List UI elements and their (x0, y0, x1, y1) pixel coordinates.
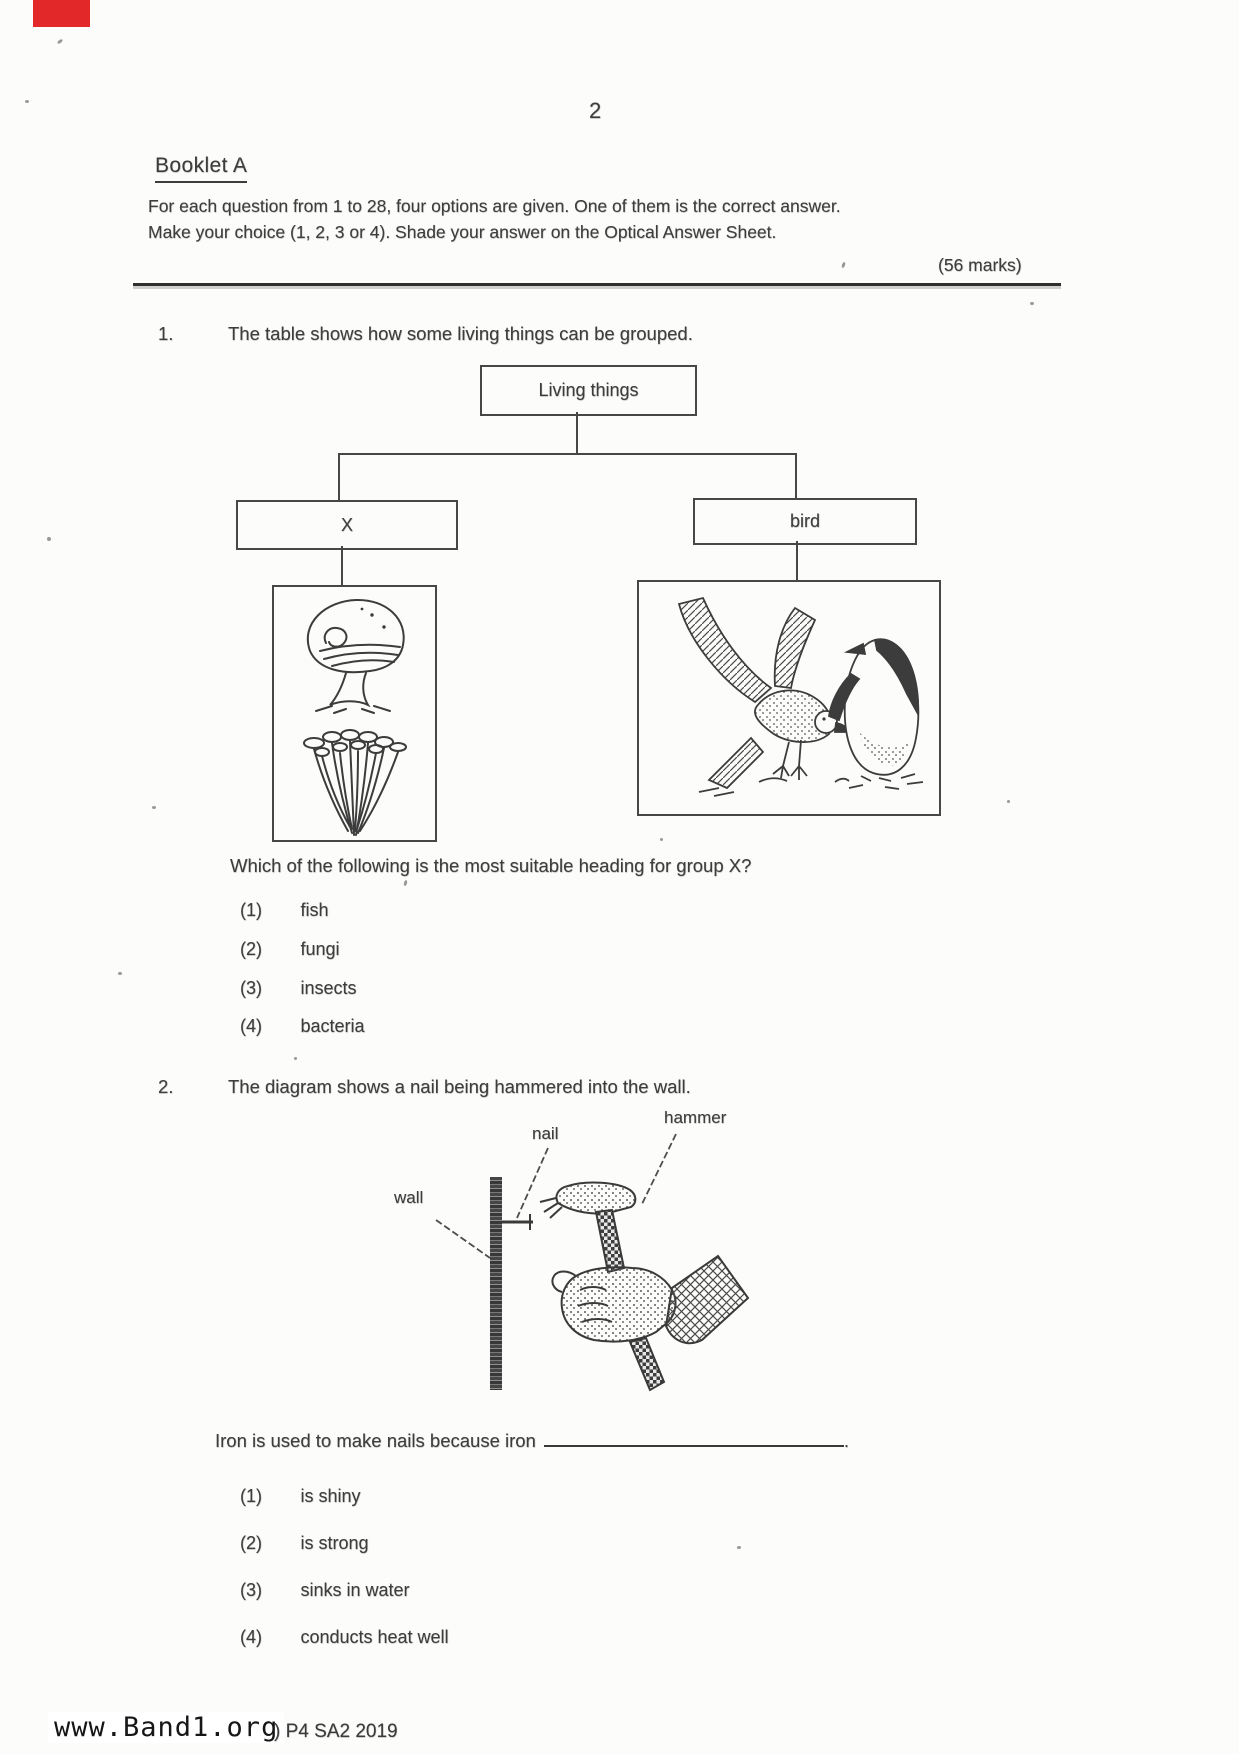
q1-option-3 (240, 978, 356, 999)
hammer-nail-illustration (380, 1100, 780, 1400)
option-label: bacteria (300, 1016, 365, 1036)
scan-speck (1030, 302, 1034, 305)
option-label: conducts heat well (300, 1627, 449, 1647)
wall-label: wall (394, 1188, 424, 1207)
instructions-line-1: For each question from 1 to 28, four options are given. One of them is the correct answer. (148, 196, 841, 216)
penguin-drawing (829, 639, 923, 789)
scan-speck (403, 880, 407, 887)
instructions (148, 193, 1053, 245)
q2-number: 2. (158, 1076, 174, 1097)
q2-diagram (380, 1100, 780, 1400)
scan-speck (737, 1546, 741, 1549)
scan-speck (152, 806, 156, 809)
tree-connector (795, 453, 797, 498)
scan-speck (294, 1057, 297, 1060)
q1-number: 1. (158, 323, 174, 344)
option-label: fungi (300, 939, 340, 959)
answer-blank (544, 1430, 844, 1447)
instructions-line-2: Make your choice (1, 2, 3 or 4). Shade your answer on the Optical Answer Sheet. (148, 222, 777, 242)
eagle-and-penguin-illustration (639, 582, 939, 814)
section-title: Booklet A (155, 154, 247, 183)
nail-label: nail (532, 1124, 559, 1143)
scan-speck (47, 537, 51, 541)
q2-option-2 (240, 1533, 368, 1554)
footer-site-watermark: www.Band1.org (48, 1712, 284, 1743)
q1-option-2 (240, 939, 340, 960)
scan-speck (841, 262, 846, 269)
option-label: insects (300, 978, 357, 998)
tree-connector (796, 541, 798, 580)
option-number: (4) (240, 1627, 262, 1647)
option-number: (1) (240, 900, 262, 920)
bird-image-box (637, 580, 941, 816)
scan-speck (118, 972, 122, 975)
group-x-image-box (272, 585, 437, 842)
marks-label: (56 marks) (938, 255, 1022, 275)
option-label: is strong (300, 1533, 369, 1553)
q2-stem: The diagram shows a nail being hammered into the wall. (228, 1076, 691, 1097)
tree-right-label: bird (789, 511, 820, 531)
mushrooms-illustration (274, 587, 435, 840)
eagle-drawing (679, 598, 849, 796)
option-number: (1) (240, 1486, 262, 1506)
q1-option-4 (240, 1016, 365, 1037)
tree-root-label: Living things (538, 380, 639, 400)
hammer-label: hammer (664, 1108, 727, 1127)
q1-question: Which of the following is the most suitable heading for group X? (230, 855, 752, 876)
scan-speck (57, 39, 64, 45)
scan-speck (1007, 800, 1010, 803)
option-label: is shiny (300, 1486, 361, 1506)
tree-connector (338, 453, 797, 455)
tree-root-box (480, 365, 697, 416)
tree-left-box (236, 500, 458, 550)
option-number: (4) (240, 1016, 262, 1036)
tree-connector (576, 412, 578, 453)
tree-left-label: X (340, 514, 353, 535)
q2-option-1 (240, 1486, 360, 1507)
page-number: 2 (589, 98, 602, 123)
option-label: sinks in water (300, 1580, 410, 1600)
scan-speck (25, 100, 29, 103)
q2-option-4 (240, 1627, 449, 1648)
q1-option-1 (240, 900, 328, 921)
tree-right-box (693, 498, 917, 545)
option-number: (2) (240, 939, 262, 959)
tree-connector (341, 546, 343, 585)
q2-question (215, 1430, 849, 1452)
tree-connector (338, 453, 340, 500)
q2-question-text: Iron is used to make nails because iron (215, 1430, 536, 1451)
q2-option-3 (240, 1580, 410, 1601)
q1-stem: The table shows how some living things can be grouped. (228, 323, 693, 344)
option-label: fish (300, 900, 329, 920)
header-rule (133, 283, 1061, 286)
footer-paper-code: ) P4 SA2 2019 (274, 1721, 398, 1742)
wall-drawing (490, 1177, 502, 1390)
scan-red-mark (33, 0, 90, 27)
option-number: (3) (240, 978, 262, 998)
q2-question-period: . (843, 1430, 849, 1451)
scan-speck (660, 838, 663, 841)
option-number: (3) (240, 1580, 262, 1600)
option-number: (2) (240, 1533, 262, 1553)
